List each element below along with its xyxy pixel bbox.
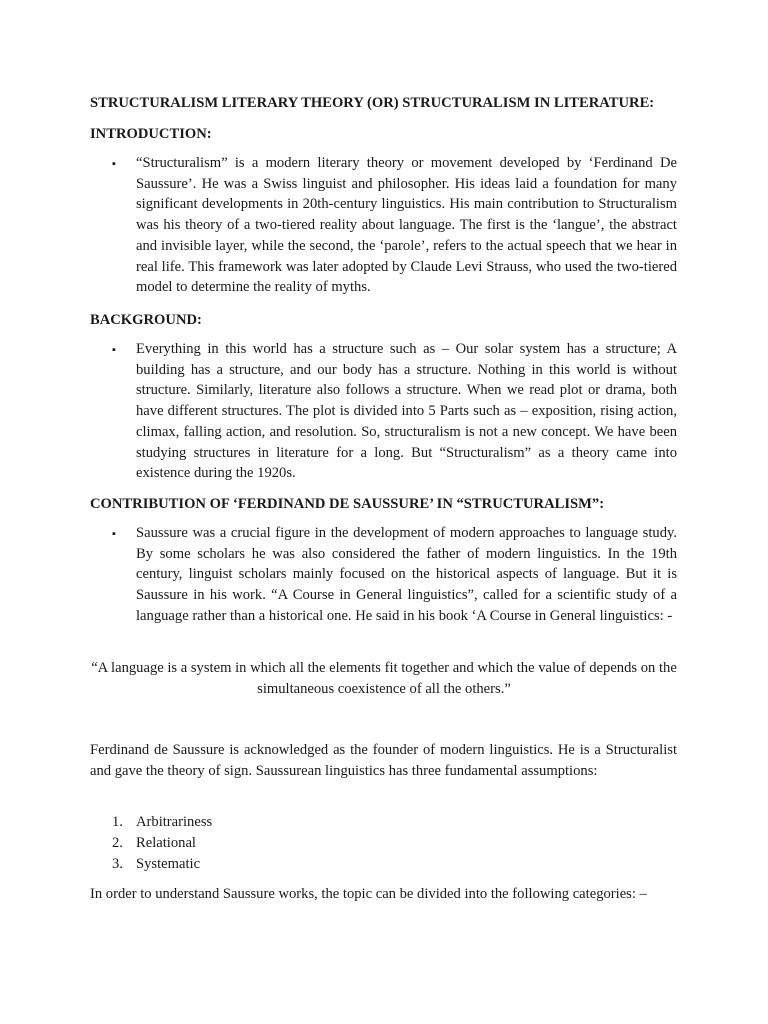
list-item	[112, 854, 200, 875]
bullet-marker: ▪	[112, 344, 116, 356]
list-item-text: Arbitrariness	[136, 814, 213, 830]
document-title: STRUCTURALISM LITERARY THEORY (OR) STRUCTURALISM IN LITERATURE:	[90, 95, 655, 111]
bullet-marker: ▪	[112, 158, 116, 170]
list-item	[112, 833, 196, 854]
section-heading-introduction: INTRODUCTION:	[90, 126, 212, 142]
list-item-text: Relational	[136, 835, 196, 851]
section-heading-contribution: CONTRIBUTION OF ‘FERDINAND DE SAUSSURE’ IN “STRUCTURALISM”:	[90, 496, 605, 512]
introduction-bullet-text: “Structuralism” is a modern literary theory or movement developed by ‘Ferdinand De Saussure’. He was a Swiss linguist and philosopher. His ideas laid a foundation for many significant developments in 20th-century linguistics. His main contribution to Structuralism was his theory of a two-tiered reality about language. The first is the ‘langue’, the abstract and invisible layer, while the second, the ‘parole’, refers to the actual speech that we hear in real life. This framework was later adopted by Claude Levi Strauss, who used the two-tiered model to determine the reality of myths.	[136, 155, 677, 296]
background-bullet-text: Everything in this world has a structure such as – Our solar system has a structure; A building has a structure, and our body has a structure. Nothing in this world is without structure. Similarly, literature also follows a structure. When we read plot or drama, both have different structures. The plot is divided into 5 Parts such as – exposition, rising action, climax, falling action, and resolution. So, structuralism is not a new concept. We have been studying structures in literature for a long. But “Structuralism” as a theory came into existence during the 1920s.	[136, 341, 677, 482]
contribution-bullet-text: Saussure was a crucial figure in the development of modern approaches to language study. By some scholars he was also considered the father of modern linguistics. In the 19th century, linguist scholars mainly focused on the historical aspects of language. But it is Saussure in his work. “A Course in General linguistics”, called for a scientific study of a language rather than a historical one. He said in his book ‘A Course in General linguistics: -	[136, 525, 677, 624]
list-number: 3.	[112, 856, 123, 872]
closing-paragraph: In order to understand Saussure works, the topic can be divided into the following categories: –	[90, 886, 647, 902]
body-paragraph: Ferdinand de Saussure is acknowledged as the founder of modern linguistics. He is a Structuralist and gave the theory of sign. Saussurean linguistics has three fundamental assumptions:	[90, 742, 677, 779]
list-number: 1.	[112, 814, 123, 830]
list-item	[112, 812, 212, 833]
section-heading-background: BACKGROUND:	[90, 312, 202, 328]
saussure-quote: “A language is a system in which all the elements fit together and which the value of depends on the simultaneous coexistence of all the others.”	[91, 660, 677, 697]
list-item-text: Systematic	[136, 856, 201, 872]
bullet-marker: ▪	[112, 528, 116, 540]
list-number: 2.	[112, 835, 123, 851]
